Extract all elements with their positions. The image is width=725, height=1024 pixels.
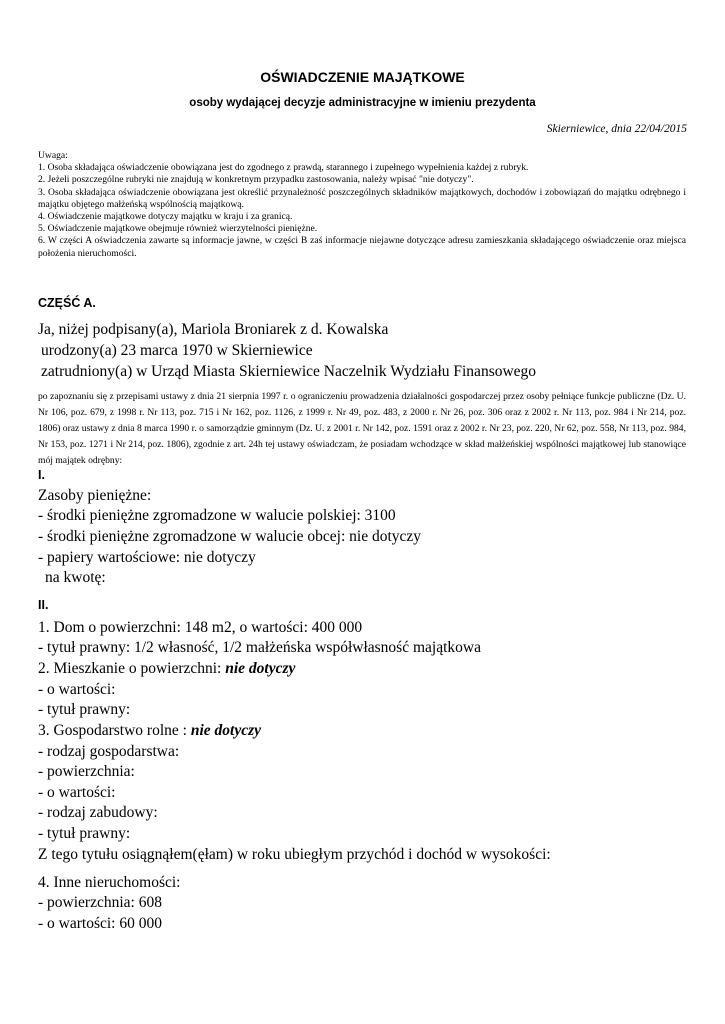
note-item: 2. Jeżeli poszczególne rubryki nie znajdują w konkretnym przypadku zastosowania, należy wpisać "nie dotyczy".	[38, 174, 474, 186]
part-a-heading: CZĘŚĆ A.	[38, 296, 96, 310]
house-title: - tytuł prawny: 1/2 własność, 1/2 małżeńska współwłasność majątkowa	[38, 639, 481, 656]
cash-foreign: - środki pieniężne zgromadzone w walucie obcej: nie dotyczy	[38, 528, 422, 545]
note-item: 5. Oświadczenie majątkowe obejmuje również wierzytelności pieniężne.	[38, 223, 318, 235]
section-1-heading: Zasoby pieniężne:	[38, 487, 152, 504]
flat-title: - tytuł prawny:	[38, 701, 131, 718]
cash-pln: - środki pieniężne zgromadzone w walucie polskiej: 3100	[38, 507, 396, 524]
note-item: 1. Osoba składająca oświadczenie obowiązana jest do zgodnego z prawdą, starannego i zupełnego wypełnienia każdej z rubryk.	[38, 162, 529, 174]
farm-income: Z tego tytułu osiągnąłem(ęłam) w roku ubiegłym przychód i dochód w wysokości:	[38, 846, 551, 863]
section-2-number: II.	[38, 598, 49, 612]
other-property-area: - powierzchnia: 608	[38, 894, 162, 911]
declarant-name: Ja, niżej podpisany(a), Mariola Broniarek z d. Kowalska	[38, 321, 389, 338]
flat-value: nie dotyczy	[225, 660, 296, 677]
declarant-employment: zatrudniony(a) w Urząd Miasta Skierniewice Naczelnik Wydziału Finansowego	[41, 363, 537, 380]
securities-amount: na kwotę:	[45, 569, 106, 586]
farm-label: 3. Gospodarstwo rolne :	[38, 722, 191, 739]
other-property-value: - o wartości: 60 000	[38, 915, 162, 932]
document-subtitle: osoby wydającej decyzje administracyjne w imieniu prezydenta	[189, 97, 536, 109]
flat-label: 2. Mieszkanie o powierzchni:	[38, 660, 226, 677]
declarant-birth: urodzony(a) 23 marca 1970 w Skierniewice	[41, 342, 313, 359]
farm-area: - powierzchnia:	[38, 763, 135, 780]
farm-buildings: - rodzaj zabudowy:	[38, 804, 158, 821]
legal-intro: po zapoznaniu się z przepisami ustawy z dnia 21 sierpnia 1997 r. o ograniczeniu prowadzenia działalności gospodarczej przez osoby pełniące funkcje publiczne (Dz. U. Nr 106, poz. 679, z 1998 r. Nr 113, poz. 715 i Nr 162, poz. 1126, z 1999 r. Nr 49, poz. 483, z 2000 r. Nr 26, poz. 306 oraz z 2002 r. Nr 113, poz. 984 i Nr 214, poz. 1806) oraz ustawy z dnia 8 marca 1990 r. o samorządzie gminnym (Dz. U. z 2001 r. Nr 142, poz. 1591 oraz z 2002 r. Nr 23, poz. 220, Nr 62, poz. 558, Nr 113, poz. 984, Nr 153, poz. 1271 i Nr 214, poz. 1806), zgodnie z art. 24h tej ustawy oświadczam, że posiadam wchodzące w skład małżeńskiej wspólności majątkowej lub stanowiące mój majątek odrębny:	[38, 391, 686, 466]
place-date: Skierniewice, dnia 22/04/2015	[546, 123, 687, 135]
farm-worth: - o wartości:	[38, 784, 116, 801]
securities: - papiery wartościowe: nie dotyczy	[38, 549, 256, 566]
notes-block	[38, 150, 686, 260]
farm-kind: - rodzaj gospodarstwa:	[38, 743, 180, 760]
farm-value: nie dotyczy	[190, 722, 261, 739]
note-item: 4. Oświadczenie majątkowe dotyczy majątku w kraju i za granicą.	[38, 211, 293, 223]
note-item: 3. Osoba składająca oświadczenie obowiązana jest określić przynależność poszczególnych składników majątkowych, dochodów i zobowiązań do majątku odrębnego i majątku objętego małżeńską wspólnością majątkową.	[38, 186, 686, 210]
note-item: 6. W części A oświadczenia zawarte są informacje jawne, w części B zaś informacje niejawne dotyczące adresu zamieszkania składającego oświadczenie oraz miejsca położenia nieruchomości.	[38, 235, 686, 259]
farm-title: - tytuł prawny:	[38, 825, 131, 842]
flat-line	[38, 660, 295, 678]
section-1-number: I.	[38, 468, 45, 482]
other-property-heading: 4. Inne nieruchomości:	[38, 874, 181, 891]
document-title: OŚWIADCZENIE MAJĄTKOWE	[260, 69, 465, 85]
flat-worth: - o wartości:	[38, 681, 116, 698]
house-line: 1. Dom o powierzchni: 148 m2, o wartości: 400 000	[38, 619, 363, 636]
farm-line	[38, 722, 261, 740]
notes-heading: Uwaga:	[38, 150, 68, 161]
